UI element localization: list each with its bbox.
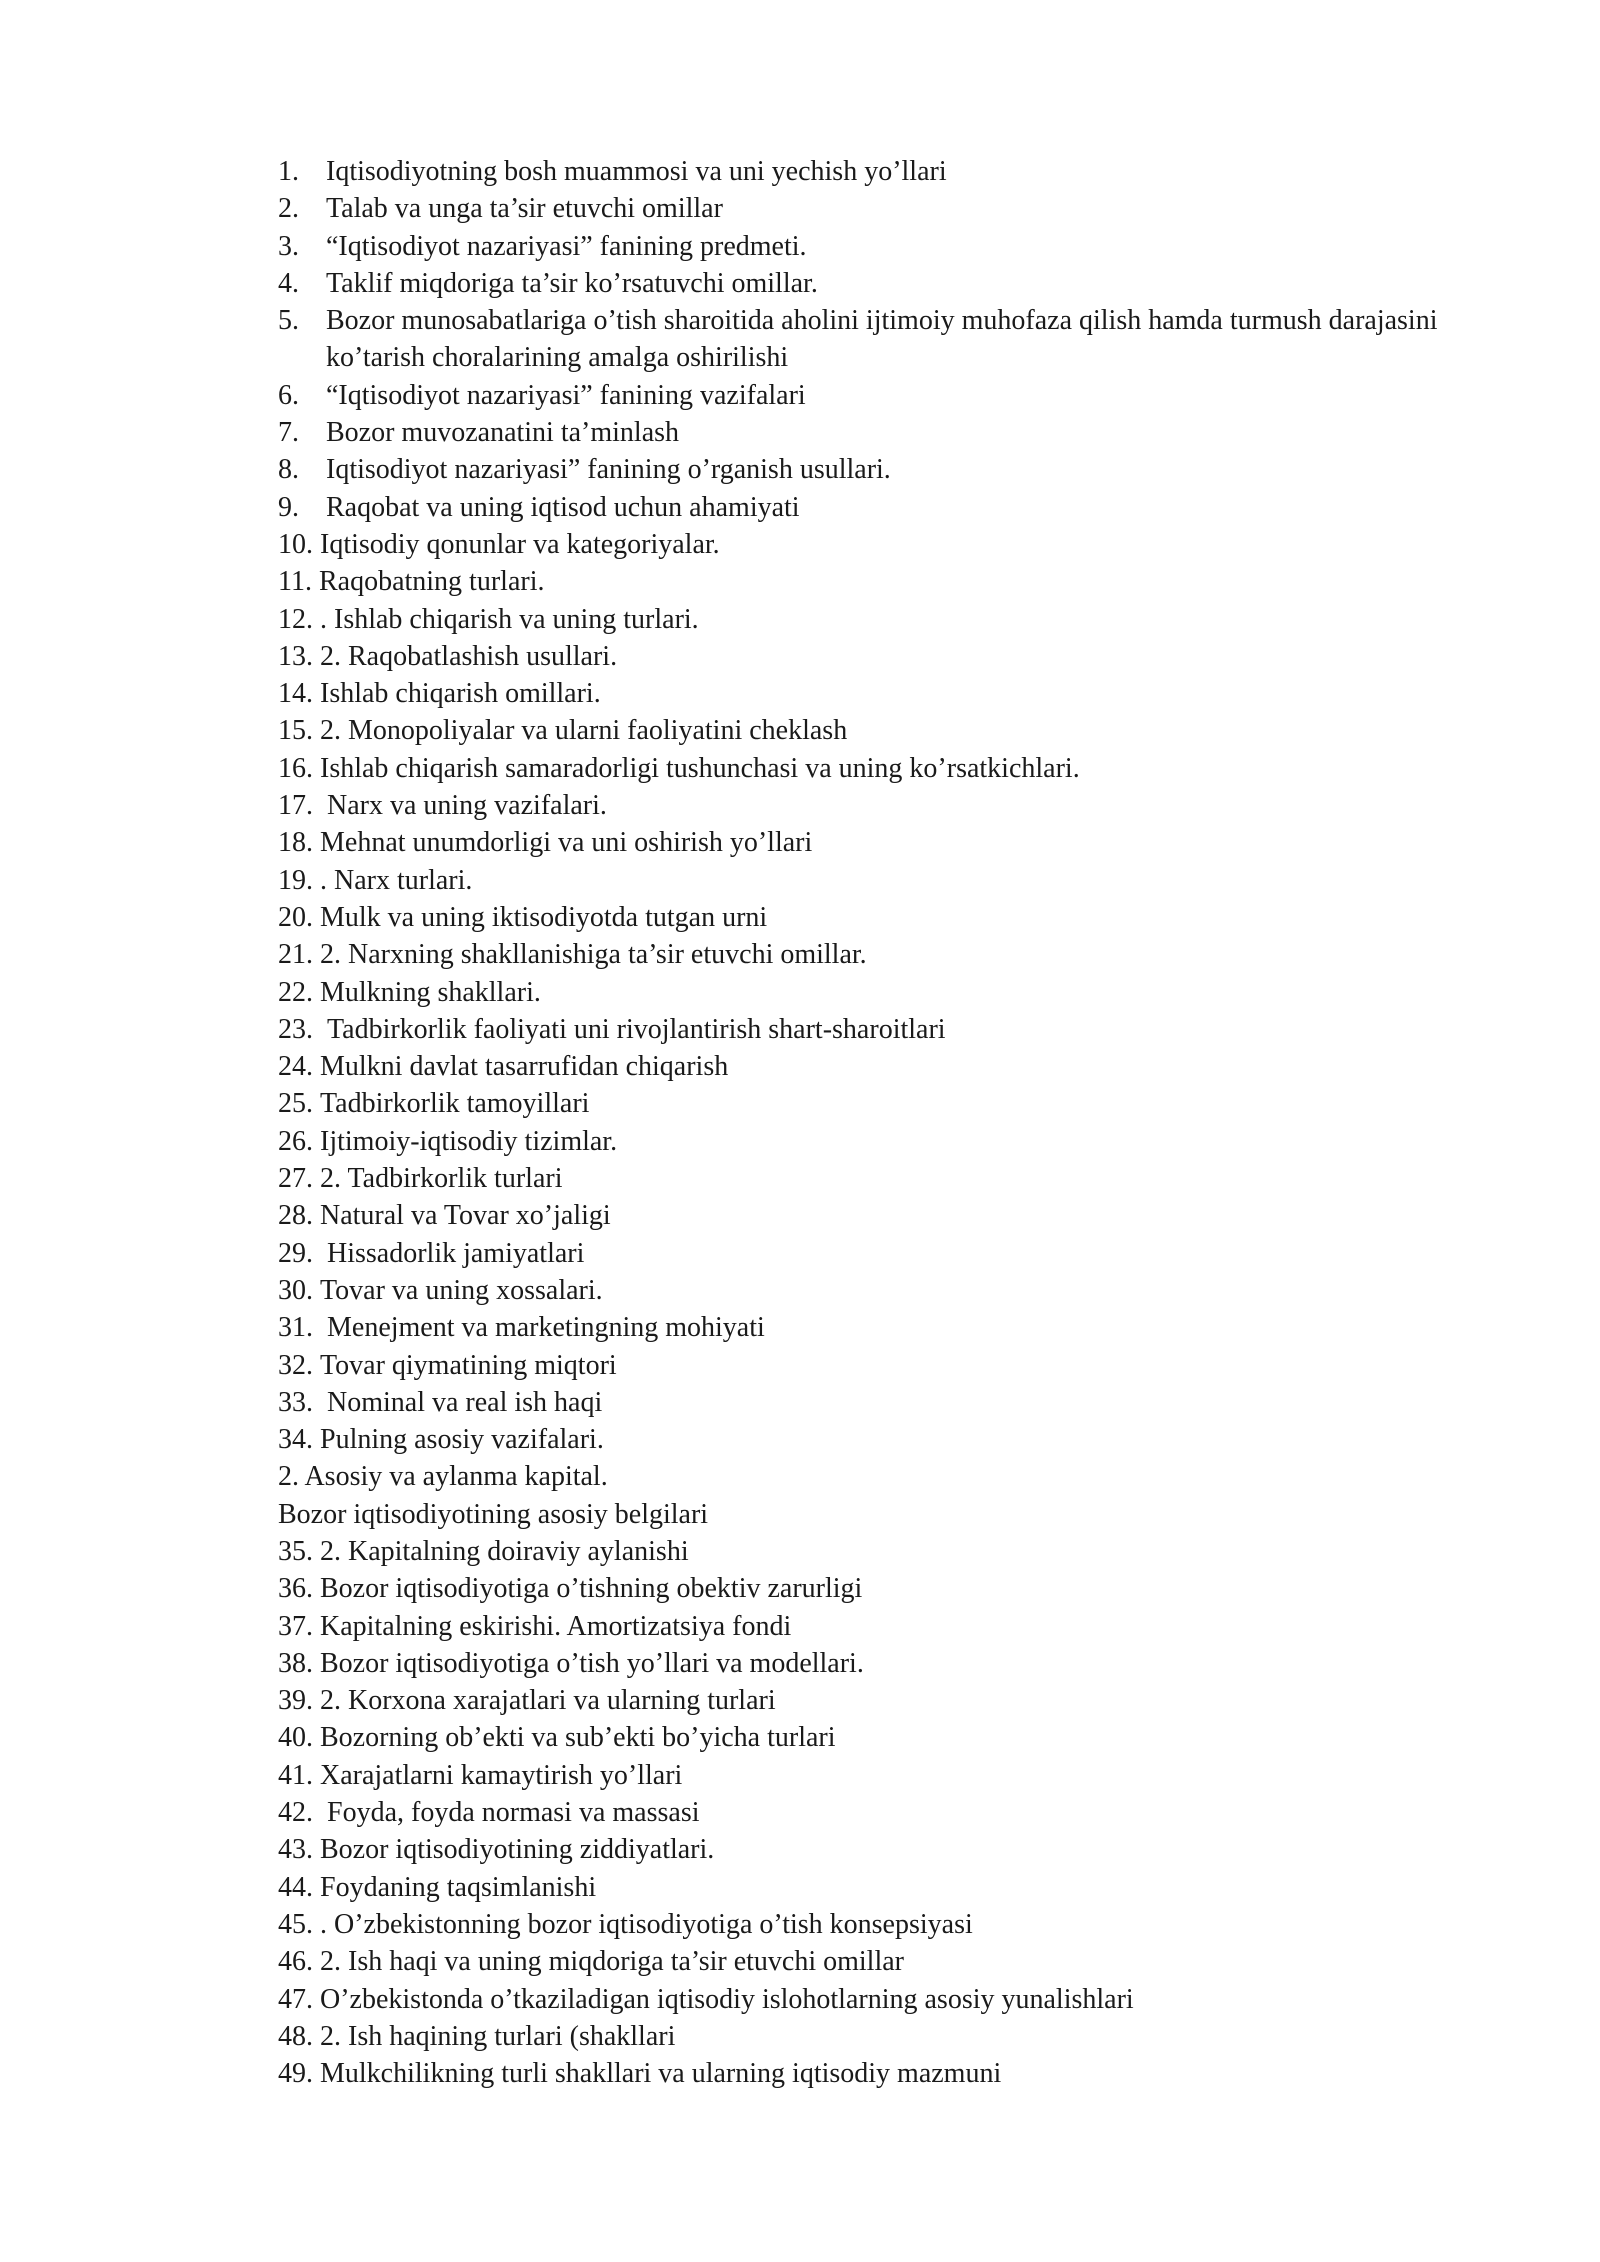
list-item-number: 33.: [278, 1386, 313, 1418]
list-item: [278, 1048, 1528, 1085]
list-item-text: O’zbekistonda o’tkaziladigan iqtisodiy islohotlarning asosiy yunalishlari: [320, 1983, 1134, 2015]
list-item-number: 11.: [278, 566, 312, 598]
list-item-number: 19.: [278, 864, 313, 896]
list-item: [278, 974, 1528, 1011]
list-item-text: Bozor iqtisodiyotiga o’tishning obektiv zarurligi: [320, 1573, 863, 1605]
list-item-text: Bozor munosabatlariga o’tish sharoitida aholini ijtimoiy muhofaza qilish hamda turmush darajasini ko’tarish choralarining amalga oshirilishi: [326, 305, 1445, 374]
list-item-text: Iqtisodiy qonunlar va kategoriyalar.: [320, 528, 720, 560]
list-item: [278, 1458, 1528, 1495]
list-item-text: Iqtisodiyotning bosh muammosi va uni yechish yo’llari: [326, 156, 947, 187]
list-item-text: Hissadorlik jamiyatlari: [320, 1237, 585, 1269]
list-item-text: 2. Ish haqi va uning miqdoriga ta’sir etuvchi omillar: [320, 1946, 904, 1978]
list-item: [278, 787, 1528, 824]
list-item-text: Mulk va uning iktisodiyotda tutgan urni: [320, 901, 768, 933]
list-item-number: 41.: [278, 1759, 313, 1791]
list-item: [278, 1123, 1528, 1160]
list-item-text: . O’zbekistonning bozor iqtisodiyotiga o’tish konsepsiyasi: [320, 1908, 973, 1940]
list-item-number: 23.: [278, 1013, 313, 1045]
list-item-number: 21.: [278, 939, 313, 971]
list-item-number: 29.: [278, 1237, 313, 1269]
list-item-text: Ishlab chiqarish omillari.: [320, 678, 601, 710]
list-item-number: 43.: [278, 1834, 313, 1866]
list-item-number: 36.: [278, 1573, 313, 1605]
list-item: [278, 936, 1528, 973]
list-item: [278, 1831, 1528, 1868]
list-item-text: Foyda, foyda normasi va massasi: [320, 1797, 700, 1829]
list-item: [278, 750, 1528, 787]
list-item-text: Mulkning shakllari.: [320, 976, 541, 1008]
list-item: [278, 712, 1528, 749]
list-item-text: Narx va uning vazifalari.: [320, 790, 607, 822]
list-item-number: 35.: [278, 1535, 313, 1567]
list-item: [278, 377, 1528, 414]
list-item: [278, 601, 1528, 638]
list-item-number: 14.: [278, 678, 313, 710]
list-item-number: 49.: [278, 2058, 313, 2090]
list-item: [278, 862, 1528, 899]
list-item-number: 13.: [278, 640, 313, 672]
list-item-number: 1.: [278, 156, 299, 187]
list-item-text: Raqobat va uning iqtisod uchun ahamiyati: [326, 491, 800, 523]
list-item: [278, 1421, 1528, 1458]
list-item-text: Kapitalning eskirishi. Amortizatsiya fondi: [320, 1610, 792, 1642]
list-item: [278, 2018, 1528, 2055]
list-item: [278, 265, 1528, 302]
list-item: [278, 1943, 1528, 1980]
list-item-number: 31.: [278, 1312, 313, 1344]
list-item-number: 20.: [278, 901, 313, 933]
list-item: [278, 414, 1528, 451]
list-item: [278, 153, 1528, 190]
list-item: [278, 1682, 1528, 1719]
list-item-text: 2. Korxona xarajatlari va ularning turlari: [320, 1685, 776, 1717]
list-item: [278, 563, 1528, 600]
list-item-text: Bozor muvozanatini ta’minlash: [326, 417, 680, 449]
list-item-text: Bozorning ob’ekti va sub’ekti bo’yicha turlari: [320, 1722, 836, 1754]
list-item: [278, 675, 1528, 712]
list-item-number: 40.: [278, 1722, 313, 1754]
list-item-text: Talab va unga ta’sir etuvchi omillar: [326, 193, 723, 225]
list-item-number: 27.: [278, 1163, 313, 1195]
list-item: [278, 451, 1528, 488]
list-item-text: Mulkni davlat tasarrufidan chiqarish: [320, 1051, 729, 1083]
list-item-text: Foydaning taqsimlanishi: [320, 1871, 597, 1903]
list-item-text: 2. Narxning shakllanishiga ta’sir etuvchi omillar.: [320, 939, 867, 971]
list-item-number: 39.: [278, 1685, 313, 1717]
list-item-text: . Narx turlari.: [320, 864, 473, 896]
list-item-number: 3.: [278, 230, 299, 262]
list-item-text: Bozor iqtisodiyotiga o’tish yo’llari va modellari.: [320, 1647, 864, 1679]
list-item: [278, 1235, 1528, 1272]
list-item-text: Tovar va uning xossalari.: [320, 1274, 603, 1306]
list-item: [278, 526, 1528, 563]
list-item-number: 16.: [278, 752, 313, 784]
list-item: [278, 1869, 1528, 1906]
list-item-number: 24.: [278, 1051, 313, 1083]
list-item-number: 32.: [278, 1349, 313, 1381]
list-item: [278, 1347, 1528, 1384]
list-item-number: 18.: [278, 827, 313, 859]
list-item-text: . Ishlab chiqarish va uning turlari.: [320, 603, 699, 635]
list-item-number: 44.: [278, 1871, 313, 1903]
list-item-text: “Iqtisodiyot nazariyasi” fanining vazifalari: [326, 379, 806, 411]
list-item-number: 15.: [278, 715, 313, 747]
list-item-number: 47.: [278, 1983, 313, 2015]
list-item-text: 2. Ish haqining turlari (shakllari: [320, 2020, 676, 2052]
list-item-number: 10.: [278, 528, 313, 560]
list-item: [278, 1645, 1528, 1682]
list-item-number: 2.: [278, 193, 299, 225]
list-item: [278, 1757, 1528, 1794]
list-item: [278, 824, 1528, 861]
list-item-number: 48.: [278, 2020, 313, 2052]
question-list: [278, 153, 1528, 2092]
list-item: [278, 1384, 1528, 1421]
list-item: [278, 489, 1528, 526]
list-item-text: Ijtimoiy-iqtisodiy tizimlar.: [320, 1125, 618, 1157]
list-item-text: Iqtisodiyot nazariyasi” fanining o’rganish usullari.: [326, 454, 891, 486]
list-item: [278, 1085, 1528, 1122]
list-item-text: Natural va Tovar xo’jaligi: [320, 1200, 611, 1232]
list-item-number: 37.: [278, 1610, 313, 1642]
list-item: [278, 899, 1528, 936]
list-item: [278, 1981, 1528, 2018]
list-item-number: 5.: [278, 305, 299, 337]
list-item: [278, 1309, 1528, 1346]
list-item-text: Bozor iqtisodiyotining ziddiyatlari.: [320, 1834, 715, 1866]
list-item-text: Pulning asosiy vazifalari.: [320, 1424, 604, 1456]
list-item-number: 17.: [278, 790, 313, 822]
list-item-text: Raqobatning turlari.: [318, 566, 545, 598]
list-item-text: Tovar qiymatining miqtori: [320, 1349, 617, 1381]
list-item: [278, 1272, 1528, 1309]
list-item: [278, 228, 1528, 265]
list-item: [278, 1496, 1528, 1533]
list-item: [278, 190, 1528, 227]
list-item-number: 25.: [278, 1088, 313, 1120]
list-item-number: 42.: [278, 1797, 313, 1829]
list-item-text: Ishlab chiqarish samaradorligi tushunchasi va uning ko’rsatkichlari.: [320, 752, 1080, 784]
list-item-text: Xarajatlarni kamaytirish yo’llari: [320, 1759, 683, 1791]
list-item: [278, 1160, 1528, 1197]
list-item-number: 38.: [278, 1647, 313, 1679]
list-item-number: 7.: [278, 417, 299, 449]
list-item-text: Bozor iqtisodiyotining asosiy belgilari: [278, 1498, 709, 1530]
list-item-number: 22.: [278, 976, 313, 1008]
list-item-number: 6.: [278, 379, 299, 411]
list-item-number: 4.: [278, 267, 299, 299]
list-item: [278, 1906, 1528, 1943]
list-item: [278, 1719, 1528, 1756]
list-item-number: 12.: [278, 603, 313, 635]
list-item-number: 46.: [278, 1946, 313, 1978]
list-item-text: 2. Raqobatlashish usullari.: [320, 640, 618, 672]
list-item: [278, 1570, 1528, 1607]
list-item-text: Tadbirkorlik faoliyati uni rivojlantirish shart-sharoitlari: [320, 1013, 946, 1045]
list-item-text: Menejment va marketingning mohiyati: [320, 1312, 765, 1344]
list-item: [278, 1533, 1528, 1570]
list-item: [278, 1608, 1528, 1645]
list-item-text: 2. Monopoliyalar va ularni faoliyatini cheklash: [320, 715, 848, 747]
list-item-text: Tadbirkorlik tamoyillari: [320, 1088, 590, 1120]
list-item: [278, 1197, 1528, 1234]
list-item-number: 30.: [278, 1274, 313, 1306]
list-item: [278, 638, 1528, 675]
list-item-number: 45.: [278, 1908, 313, 1940]
list-item: [278, 2055, 1528, 2092]
list-item-text: “Iqtisodiyot nazariyasi” fanining predmeti.: [326, 230, 807, 262]
list-item-text: Nominal va real ish haqi: [320, 1386, 603, 1418]
list-item-text: Mehnat unumdorligi va uni oshirish yo’llari: [320, 827, 813, 859]
list-item-text: 2. Tadbirkorlik turlari: [320, 1163, 563, 1195]
list-item: [278, 1011, 1528, 1048]
list-item-number: 26.: [278, 1125, 313, 1157]
list-item: [278, 302, 1528, 377]
list-item-number: 9.: [278, 491, 299, 523]
list-item-number: 8.: [278, 454, 299, 486]
list-item-text: Taklif miqdoriga ta’sir ko’rsatuvchi omillar.: [326, 267, 818, 299]
list-item: [278, 1794, 1528, 1831]
list-item-text: Mulkchilikning turli shakllari va ularning iqtisodiy mazmuni: [320, 2058, 1002, 2090]
list-item-number: 34.: [278, 1424, 313, 1456]
list-item-text: 2. Kapitalning doiraviy aylanishi: [320, 1535, 689, 1567]
list-item-text: 2. Asosiy va aylanma kapital.: [278, 1461, 608, 1493]
list-item-number: 28.: [278, 1200, 313, 1232]
